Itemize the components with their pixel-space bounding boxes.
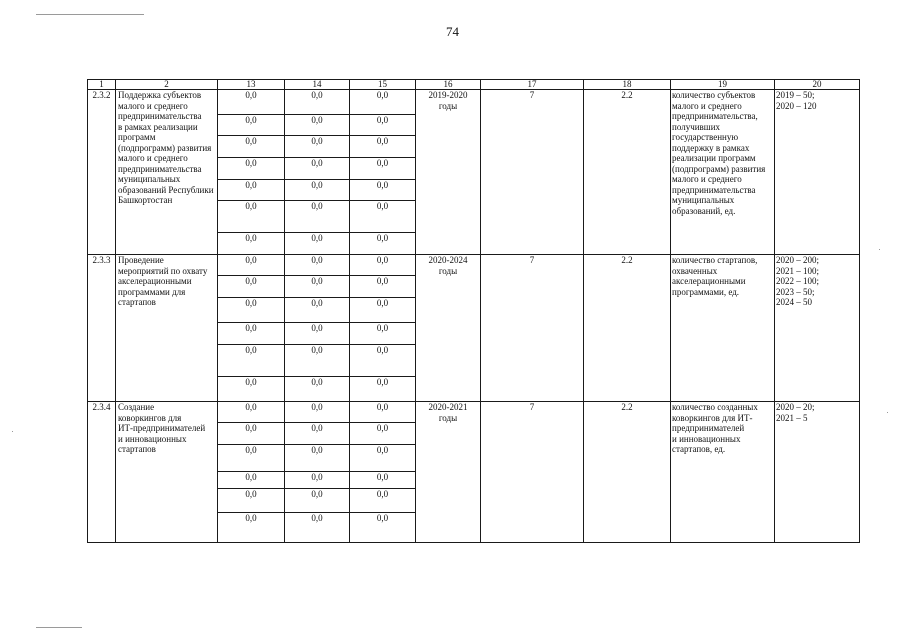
funding-value: 0,0 xyxy=(218,345,285,377)
text-line: 2022 – 100; xyxy=(776,276,820,286)
funding-value: 0,0 xyxy=(350,136,416,158)
text-line: акселерационными xyxy=(672,276,746,286)
implementation-period xyxy=(416,255,481,402)
indicator-description xyxy=(671,90,775,255)
text-line: количество субъектов xyxy=(672,90,756,100)
column-header: 1 xyxy=(88,80,116,90)
scan-speck xyxy=(12,431,13,432)
text-line: количество стартапов, xyxy=(672,255,758,265)
scan-mark-bottom xyxy=(36,627,82,628)
program-activities-table xyxy=(87,79,860,543)
funding-value: 0,0 xyxy=(218,276,285,298)
funding-value: 0,0 xyxy=(218,158,285,180)
text-line: 2021 – 100; xyxy=(776,265,820,276)
text-line: 2019 – 50; xyxy=(776,90,815,100)
text-line: и инновационных xyxy=(672,433,741,444)
funding-value: 0,0 xyxy=(218,377,285,402)
funding-value: 0,0 xyxy=(350,513,416,543)
funding-value: 0,0 xyxy=(218,445,285,472)
section-code: 2.3.4 xyxy=(88,402,116,543)
column-header: 20 xyxy=(775,80,860,90)
text-line: муниципальных xyxy=(672,195,735,205)
text-line: Башкортостан xyxy=(118,195,173,205)
funding-value: 0,0 xyxy=(285,255,350,276)
text-line: 2020 – 120 xyxy=(776,100,817,111)
indicator-description xyxy=(671,255,775,402)
text-line: охваченных xyxy=(672,265,718,276)
text-line: 2020 – 20; xyxy=(776,402,815,412)
funding-value: 0,0 xyxy=(218,513,285,543)
column-header: 2 xyxy=(116,80,218,90)
funding-value: 0,0 xyxy=(218,255,285,276)
funding-value: 0,0 xyxy=(350,90,416,115)
text-line: 2020-2024 xyxy=(428,255,468,265)
funding-value: 0,0 xyxy=(218,136,285,158)
funding-value: 0,0 xyxy=(285,445,350,472)
funding-value: 0,0 xyxy=(350,323,416,345)
column-18-value: 2.2 xyxy=(584,402,671,543)
implementation-period xyxy=(416,402,481,543)
funding-value: 0,0 xyxy=(285,136,350,158)
activity-name xyxy=(116,402,218,543)
funding-value: 0,0 xyxy=(285,377,350,402)
indicator-description xyxy=(671,402,775,543)
funding-value: 0,0 xyxy=(350,402,416,423)
text-line: (подпрограмм) развития xyxy=(118,142,212,153)
text-line: поддержку в рамках xyxy=(672,142,750,153)
text-line: малого и среднего xyxy=(118,153,188,163)
funding-value: 0,0 xyxy=(218,90,285,115)
text-line: годы xyxy=(438,100,458,111)
funding-value: 0,0 xyxy=(285,276,350,298)
text-line: мероприятий по охвату xyxy=(118,265,208,276)
column-header: 16 xyxy=(416,80,481,90)
text-line: ИТ-предпринимателей xyxy=(118,423,206,433)
text-line: Поддержка субъектов xyxy=(118,90,202,100)
funding-value: 0,0 xyxy=(350,201,416,233)
table-row xyxy=(88,255,860,276)
scan-mark-top xyxy=(36,14,144,15)
text-line: малого и среднего xyxy=(672,100,742,111)
text-line: в рамках реализации xyxy=(118,121,198,132)
funding-value: 0,0 xyxy=(350,472,416,489)
text-line: предпринимательства xyxy=(118,163,202,174)
text-line: малого и среднего xyxy=(118,100,188,111)
text-line: получивших xyxy=(672,121,721,132)
funding-value: 0,0 xyxy=(350,298,416,323)
funding-value: 0,0 xyxy=(285,472,350,489)
text-line: 2019-2020 xyxy=(428,90,468,100)
text-line: образований Республики xyxy=(118,184,214,195)
funding-value: 0,0 xyxy=(350,115,416,136)
text-line: предпринимательства, xyxy=(672,111,758,121)
column-header: 15 xyxy=(350,80,416,90)
funding-value: 0,0 xyxy=(285,323,350,345)
text-line: государственную xyxy=(672,132,739,142)
funding-value: 0,0 xyxy=(218,489,285,513)
activity-name xyxy=(116,90,218,255)
text-line: годы xyxy=(438,412,458,423)
funding-value: 0,0 xyxy=(285,402,350,423)
text-line: предпринимательства xyxy=(118,111,202,121)
funding-value: 0,0 xyxy=(350,255,416,276)
page-number: 74 xyxy=(446,24,459,39)
text-line: стартапов xyxy=(118,297,156,307)
column-header: 19 xyxy=(671,80,775,90)
funding-value: 0,0 xyxy=(285,298,350,323)
column-header: 14 xyxy=(285,80,350,90)
table-row xyxy=(88,402,860,423)
column-17-value: 7 xyxy=(481,402,584,543)
funding-value: 0,0 xyxy=(350,377,416,402)
section-code: 2.3.3 xyxy=(88,255,116,402)
header-row xyxy=(88,80,860,90)
funding-value: 0,0 xyxy=(218,423,285,445)
text-line: муниципальных xyxy=(118,174,181,184)
text-line: стартапов xyxy=(118,444,156,454)
text-line: 2021 – 5 xyxy=(776,412,808,423)
text-line: стартапов, ед. xyxy=(672,444,726,454)
funding-value: 0,0 xyxy=(285,180,350,201)
funding-value: 0,0 xyxy=(285,513,350,543)
text-line: акселерационными xyxy=(118,276,192,286)
column-17-value: 7 xyxy=(481,90,584,255)
funding-value: 0,0 xyxy=(218,472,285,489)
funding-value: 0,0 xyxy=(218,180,285,201)
funding-value: 0,0 xyxy=(285,423,350,445)
text-line: (подпрограмм) развития xyxy=(672,163,766,174)
funding-value: 0,0 xyxy=(350,445,416,472)
funding-value: 0,0 xyxy=(350,180,416,201)
text-line: количество созданных xyxy=(672,402,758,412)
funding-value: 0,0 xyxy=(218,201,285,233)
funding-value: 0,0 xyxy=(285,345,350,377)
activity-name xyxy=(116,255,218,402)
implementation-period xyxy=(416,90,481,255)
column-header: 17 xyxy=(481,80,584,90)
text-line: реализации программ xyxy=(672,153,756,163)
text-line: предпринимательства xyxy=(672,184,756,195)
funding-value: 0,0 xyxy=(218,298,285,323)
text-line: 2020-2021 xyxy=(428,402,468,412)
text-line: Создание xyxy=(118,402,155,412)
table-row xyxy=(88,90,860,115)
funding-value: 0,0 xyxy=(350,233,416,255)
text-line: образований, ед. xyxy=(672,205,736,216)
column-header: 13 xyxy=(218,80,285,90)
indicator-targets xyxy=(775,90,860,255)
text-line: коворкингов для ИТ- xyxy=(672,412,753,423)
funding-value: 0,0 xyxy=(218,233,285,255)
indicator-targets xyxy=(775,402,860,543)
funding-value: 0,0 xyxy=(350,345,416,377)
funding-value: 0,0 xyxy=(285,201,350,233)
text-line: малого и среднего xyxy=(672,174,742,184)
text-line: 2024 – 50 xyxy=(776,297,812,307)
text-line: 2020 – 200; xyxy=(776,255,820,265)
funding-value: 0,0 xyxy=(350,489,416,513)
text-line: коворкингов для xyxy=(118,412,182,423)
text-line: Проведение xyxy=(118,255,164,265)
column-18-value: 2.2 xyxy=(584,255,671,402)
indicator-targets xyxy=(775,255,860,402)
funding-value: 0,0 xyxy=(218,402,285,423)
text-line: программами для xyxy=(118,286,186,297)
section-code: 2.3.2 xyxy=(88,90,116,255)
funding-value: 0,0 xyxy=(218,115,285,136)
funding-value: 0,0 xyxy=(285,90,350,115)
text-line: и инновационных xyxy=(118,433,187,444)
funding-value: 0,0 xyxy=(350,423,416,445)
funding-value: 0,0 xyxy=(285,489,350,513)
text-line: программами, ед. xyxy=(672,286,740,297)
funding-value: 0,0 xyxy=(350,276,416,298)
scan-speck xyxy=(879,249,880,250)
funding-value: 0,0 xyxy=(218,323,285,345)
funding-value: 0,0 xyxy=(350,158,416,180)
text-line: 2023 – 50; xyxy=(776,286,815,297)
funding-value: 0,0 xyxy=(285,233,350,255)
text-line: годы xyxy=(438,265,458,276)
column-header: 18 xyxy=(584,80,671,90)
text-line: программ xyxy=(118,132,156,142)
text-line: предпринимателей xyxy=(672,423,745,433)
column-18-value: 2.2 xyxy=(584,90,671,255)
funding-value: 0,0 xyxy=(285,115,350,136)
funding-value: 0,0 xyxy=(285,158,350,180)
scan-speck xyxy=(887,412,888,413)
column-17-value: 7 xyxy=(481,255,584,402)
